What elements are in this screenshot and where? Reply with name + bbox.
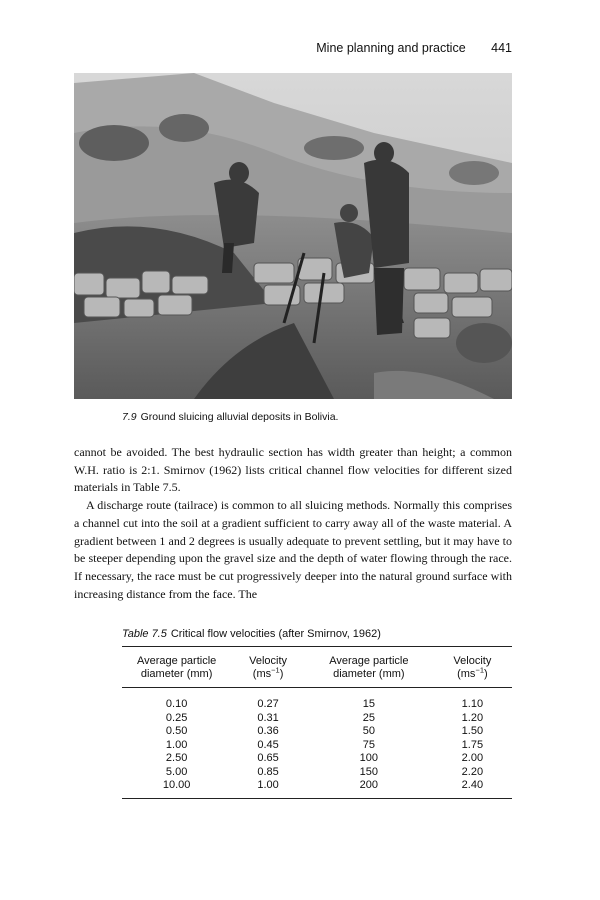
table-row: 5.00 0.85 150 2.20 — [165, 765, 484, 778]
critical-flow-velocities-table — [122, 646, 512, 799]
photo-illustration — [74, 73, 512, 399]
figure-caption-text: Ground sluicing alluvial deposits in Bolivia. — [140, 411, 339, 423]
paragraph: cannot be avoided. The best hydraulic section has width greater than height; a common W.H. ratio is 2:1. Smirnov (1962) lists critical channel flow velocities for different sized materials in Table 7.5. — [74, 445, 512, 495]
table-title: Critical flow velocities (after Smirnov, 1962) — [170, 628, 381, 640]
table-caption — [122, 628, 381, 640]
column-header: Velocity $(ms^{-1})$ — [453, 655, 492, 680]
column-header: Velocity $(ms^{-1})$ — [249, 655, 288, 680]
paragraph: A discharge route (tailrace) is common to all sluicing methods. Normally this comprises a channel cut into the soil at a gradient sufficient to carry away all of the waste material. A gradient between 1 and 2 degrees is usually adequate to prevent settling, but it may have to be steeper depending upon the gravel size and the depth of water flowing through the race. If necessary, the race must be cut progressively deeper into the natural ground surface with increasing distance from the face. The — [74, 498, 512, 601]
column-header: Average particle diameter (mm) — [329, 655, 409, 680]
table-row: 1.00 0.45 75 1.75 — [165, 738, 484, 751]
table-row: 0.10 0.27 15 1.10 — [165, 698, 484, 710]
table-row: 0.25 0.31 25 1.20 — [165, 711, 484, 724]
column-header: Average particle diameter (mm) — [136, 655, 217, 680]
table-row: 2.50 0.65 100 2.00 — [165, 752, 484, 764]
figure-caption — [122, 411, 338, 423]
figure-number: 7.9 — [122, 411, 137, 423]
table-number: Table 7.5 — [122, 628, 167, 640]
running-title: Mine planning and practice — [316, 41, 466, 55]
running-header — [316, 41, 512, 55]
table-row: 0.50 0.36 50 1.50 — [165, 725, 484, 737]
table-header-row — [122, 647, 512, 688]
table-row: 10.00 1.00 200 2.40 — [162, 779, 484, 791]
body-text — [74, 444, 512, 603]
figure-photo — [74, 73, 512, 399]
page-number: 441 — [491, 41, 512, 55]
